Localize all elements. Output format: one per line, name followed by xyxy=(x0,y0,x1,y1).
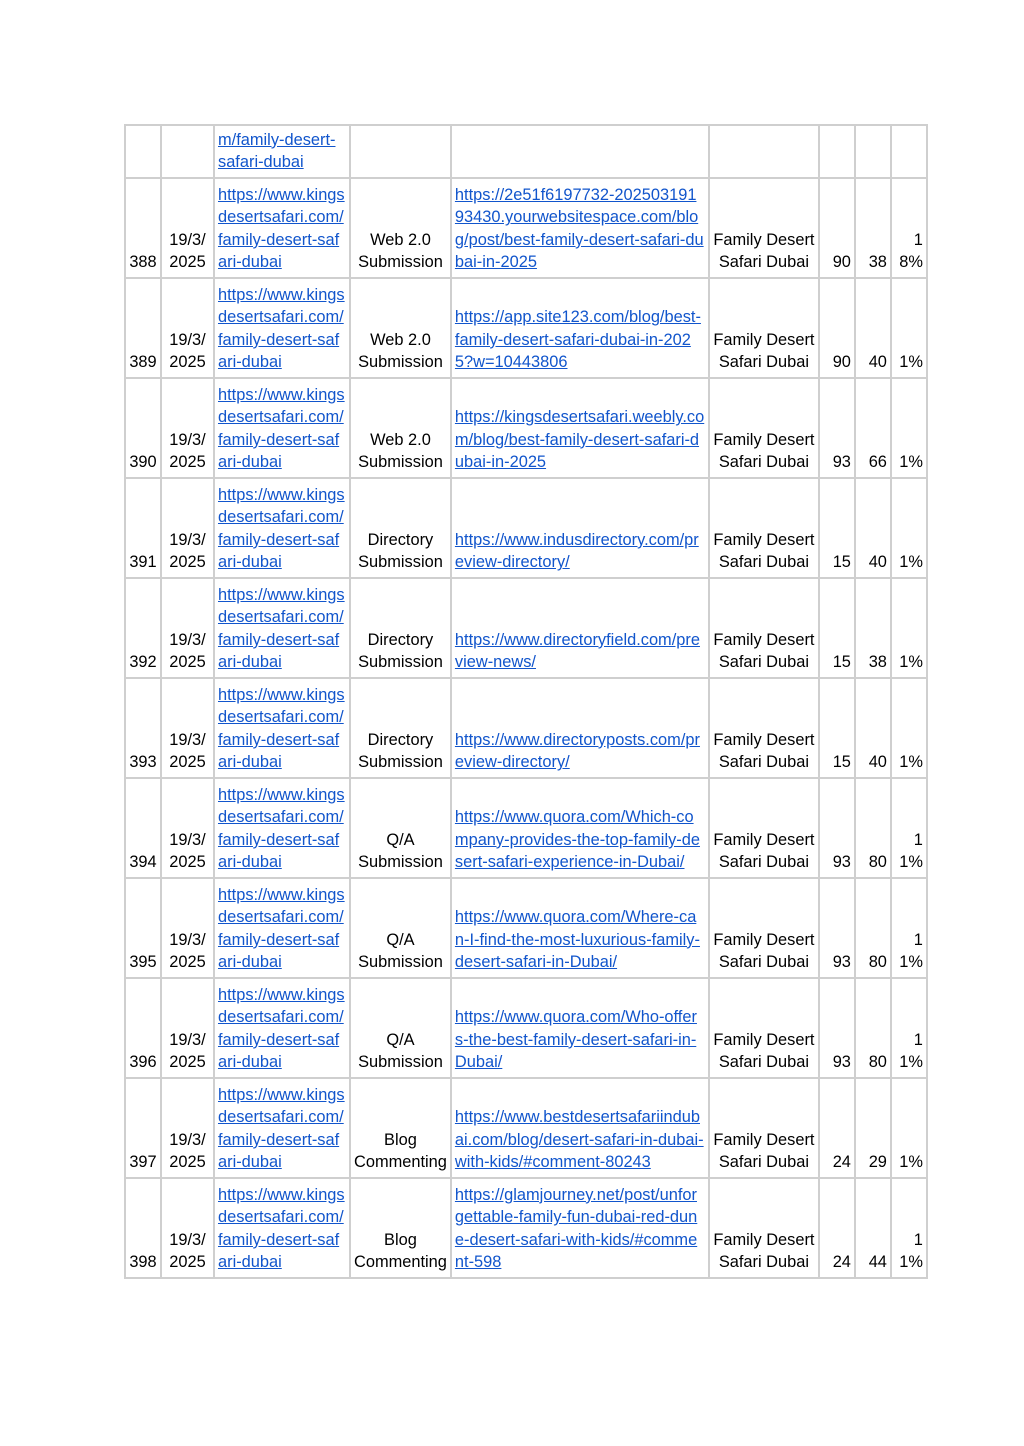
cell-ss xyxy=(891,578,927,678)
row-number: 396 xyxy=(129,1053,157,1072)
cell-date xyxy=(161,878,214,978)
cell-ss xyxy=(891,478,927,578)
cell-num xyxy=(125,878,161,978)
table-row-continuation xyxy=(125,125,927,178)
cell-target-url xyxy=(214,478,350,578)
cell-date xyxy=(161,778,214,878)
cell-type xyxy=(350,125,451,178)
cell-da xyxy=(819,578,855,678)
page-authority: 44 xyxy=(868,1253,887,1272)
spam-score: 11% xyxy=(899,1030,923,1072)
page-authority: 80 xyxy=(868,1053,887,1072)
target-url-link[interactable]: https://www.kingsdesertsafari.com/family-desert-safari-dubai xyxy=(218,1185,345,1272)
row-date: 19/3/2025 xyxy=(169,430,206,472)
row-number: 389 xyxy=(129,353,157,372)
submission-url-link[interactable]: https://kingsdesertsafari.weebly.com/blog/best-family-desert-safari-dubai-in-2025 xyxy=(454,408,705,472)
cell-da xyxy=(819,778,855,878)
domain-authority: 24 xyxy=(832,1253,851,1272)
cell-submission-url xyxy=(451,978,709,1078)
cell-submission-url xyxy=(451,678,709,778)
spam-score: 1% xyxy=(899,1153,923,1172)
spam-score: 1% xyxy=(899,453,923,472)
cell-type xyxy=(350,378,451,478)
cell-submission-url xyxy=(451,125,709,178)
cell-num xyxy=(125,478,161,578)
submission-url-link[interactable]: https://www.bestdesertsafariindubai.com/blog/desert-safari-in-dubai-with-kids/#comment-80243 xyxy=(454,1108,704,1172)
cell-da xyxy=(819,678,855,778)
submission-type: Q/A Submission xyxy=(358,1030,443,1072)
keyword: Family Desert Safari Dubai xyxy=(713,830,815,872)
cell-submission-url xyxy=(451,278,709,378)
table-row xyxy=(125,578,927,678)
cell-date xyxy=(161,478,214,578)
submission-type: Blog Commenting xyxy=(354,1230,447,1272)
cell-ss xyxy=(891,1178,927,1278)
cell-pa xyxy=(855,678,891,778)
submission-url-link[interactable]: https://www.indusdirectory.com/preview-directory/ xyxy=(454,530,699,572)
submission-type: Q/A Submission xyxy=(358,830,443,872)
cell-target-url xyxy=(214,678,350,778)
cell-da xyxy=(819,125,855,178)
page-authority: 80 xyxy=(868,853,887,872)
cell-pa xyxy=(855,1078,891,1178)
cell-ss xyxy=(891,178,927,278)
cell-pa xyxy=(855,578,891,678)
page-authority: 38 xyxy=(868,653,887,672)
spam-score: 18% xyxy=(899,230,923,272)
cell-submission-url xyxy=(451,1178,709,1278)
keyword: Family Desert Safari Dubai xyxy=(713,1230,815,1272)
cell-type xyxy=(350,278,451,378)
target-url-link[interactable]: https://www.kingsdesertsafari.com/family-desert-safari-dubai xyxy=(218,285,345,372)
cell-type xyxy=(350,1178,451,1278)
submission-url-link[interactable]: https://www.directoryposts.com/preview-directory/ xyxy=(454,730,700,772)
submission-type: Web 2.0 Submission xyxy=(358,330,443,372)
row-date: 19/3/2025 xyxy=(169,330,206,372)
target-url-link[interactable]: https://www.kingsdesertsafari.com/family-desert-safari-dubai xyxy=(218,485,345,572)
row-date: 19/3/2025 xyxy=(169,230,206,272)
cell-keyword xyxy=(709,678,819,778)
cell-num xyxy=(125,1178,161,1278)
submission-type: Web 2.0 Submission xyxy=(358,230,443,272)
keyword: Family Desert Safari Dubai xyxy=(713,1130,815,1172)
table-row xyxy=(125,178,927,278)
cell-type xyxy=(350,878,451,978)
cell-type xyxy=(350,178,451,278)
domain-authority: 15 xyxy=(832,553,851,572)
table-row xyxy=(125,678,927,778)
submission-type: Directory Submission xyxy=(358,630,443,672)
cell-keyword xyxy=(709,1078,819,1178)
submission-url-link[interactable]: https://app.site123.com/blog/best-family-desert-safari-dubai-in-2025?w=10443806 xyxy=(454,308,701,372)
cell-target-url xyxy=(214,778,350,878)
submission-type: Blog Commenting xyxy=(354,1130,447,1172)
keyword: Family Desert Safari Dubai xyxy=(713,1030,815,1072)
cell-date xyxy=(161,378,214,478)
page-authority: 80 xyxy=(868,953,887,972)
table-row xyxy=(125,378,927,478)
table-row xyxy=(125,978,927,1078)
row-number: 392 xyxy=(129,653,157,672)
submission-type: Directory Submission xyxy=(358,730,443,772)
table-row xyxy=(125,778,927,878)
cell-keyword xyxy=(709,178,819,278)
row-number: 391 xyxy=(129,553,157,572)
page-authority: 38 xyxy=(868,253,887,272)
table-row xyxy=(125,1078,927,1178)
cell-ss xyxy=(891,978,927,1078)
cell-submission-url xyxy=(451,178,709,278)
row-date: 19/3/2025 xyxy=(169,1230,206,1272)
cell-num xyxy=(125,578,161,678)
submission-url-link[interactable]: https://www.directoryfield.com/preview-news/ xyxy=(454,630,700,672)
cell-submission-url xyxy=(451,578,709,678)
cell-submission-url xyxy=(451,478,709,578)
cell-type xyxy=(350,778,451,878)
cell-target-url xyxy=(214,1178,350,1278)
cell-num xyxy=(125,178,161,278)
cell-da xyxy=(819,378,855,478)
cell-num xyxy=(125,778,161,878)
keyword: Family Desert Safari Dubai xyxy=(713,330,815,372)
row-number: 394 xyxy=(129,853,157,872)
cell-num xyxy=(125,1078,161,1178)
submission-table xyxy=(124,124,928,1279)
table-row xyxy=(125,278,927,378)
cell-date xyxy=(161,1178,214,1278)
spam-score: 1% xyxy=(899,653,923,672)
cell-ss xyxy=(891,778,927,878)
row-number: 397 xyxy=(129,1153,157,1172)
page-authority: 40 xyxy=(868,353,887,372)
cell-keyword xyxy=(709,1178,819,1278)
spam-score: 1% xyxy=(899,353,923,372)
submission-url-link[interactable]: https://glamjourney.net/post/unforgettable-family-fun-dubai-red-dune-desert-safari-with-kids/#comment-598 xyxy=(454,1185,698,1272)
submission-url-link[interactable]: https://2e51f6197732-20250319193430.yourwebsitespace.com/blog/post/best-family-desert-safari-dubai-in-2025 xyxy=(454,185,704,272)
cell-date xyxy=(161,678,214,778)
cell-target-url xyxy=(214,578,350,678)
cell-submission-url xyxy=(451,378,709,478)
page-authority: 40 xyxy=(868,553,887,572)
cell-keyword xyxy=(709,578,819,678)
target-url-link[interactable]: https://www.kingsdesertsafari.com/family-desert-safari-dubai xyxy=(218,985,345,1072)
cell-pa xyxy=(855,878,891,978)
row-date: 19/3/2025 xyxy=(169,1130,206,1172)
cell-keyword xyxy=(709,478,819,578)
cell-pa xyxy=(855,378,891,478)
page-authority: 66 xyxy=(868,453,887,472)
cell-da xyxy=(819,878,855,978)
cell-date xyxy=(161,1078,214,1178)
row-date: 19/3/2025 xyxy=(169,530,206,572)
cell-pa xyxy=(855,1178,891,1278)
spam-score: 1% xyxy=(899,553,923,572)
cell-target-url xyxy=(214,1078,350,1178)
spam-score: 11% xyxy=(899,1230,923,1272)
cell-da xyxy=(819,1178,855,1278)
target-url-link[interactable]: https://www.kingsdesertsafari.com/family-desert-safari-dubai xyxy=(218,1085,345,1172)
domain-authority: 90 xyxy=(832,353,851,372)
domain-authority: 93 xyxy=(832,1053,851,1072)
cell-date xyxy=(161,978,214,1078)
table-body xyxy=(125,125,927,1278)
domain-authority: 90 xyxy=(832,253,851,272)
cell-keyword xyxy=(709,378,819,478)
row-date: 19/3/2025 xyxy=(169,830,206,872)
submission-url-link[interactable]: https://www.quora.com/Who-offers-the-best-family-desert-safari-in-Dubai/ xyxy=(454,1008,697,1072)
cell-pa xyxy=(855,278,891,378)
cell-type xyxy=(350,678,451,778)
row-date: 19/3/2025 xyxy=(169,730,206,772)
domain-authority: 93 xyxy=(832,853,851,872)
cell-ss xyxy=(891,1078,927,1178)
cell-num xyxy=(125,978,161,1078)
domain-authority: 24 xyxy=(832,1153,851,1172)
cell-submission-url xyxy=(451,1078,709,1178)
target-url-link[interactable]: https://www.kingsdesertsafari.com/family-desert-safari-dubai xyxy=(218,385,345,472)
cell-num xyxy=(125,678,161,778)
cell-keyword xyxy=(709,125,819,178)
cell-target-url xyxy=(214,878,350,978)
target-url-link[interactable]: https://www.kingsdesertsafari.com/family-desert-safari-dubai xyxy=(218,785,345,872)
cell-pa xyxy=(855,178,891,278)
cell-date xyxy=(161,125,214,178)
keyword: Family Desert Safari Dubai xyxy=(713,530,815,572)
cell-target-url xyxy=(214,978,350,1078)
cell-type xyxy=(350,478,451,578)
keyword: Family Desert Safari Dubai xyxy=(713,230,815,272)
cell-da xyxy=(819,178,855,278)
keyword: Family Desert Safari Dubai xyxy=(713,430,815,472)
cell-da xyxy=(819,978,855,1078)
cell-type xyxy=(350,978,451,1078)
cell-pa xyxy=(855,478,891,578)
cell-num xyxy=(125,125,161,178)
spam-score: 11% xyxy=(899,830,923,872)
submission-type: Web 2.0 Submission xyxy=(358,430,443,472)
row-date: 19/3/2025 xyxy=(169,630,206,672)
target-url-link[interactable]: https://www.kingsdesertsafari.com/family-desert-safari-dubai xyxy=(218,685,345,772)
cell-keyword xyxy=(709,278,819,378)
cell-ss xyxy=(891,125,927,178)
domain-authority: 93 xyxy=(832,953,851,972)
submission-type: Q/A Submission xyxy=(358,930,443,972)
cell-date xyxy=(161,578,214,678)
cell-ss xyxy=(891,678,927,778)
domain-authority: 15 xyxy=(832,653,851,672)
cell-keyword xyxy=(709,878,819,978)
keyword: Family Desert Safari Dubai xyxy=(713,630,815,672)
row-number: 390 xyxy=(129,453,157,472)
target-url-link[interactable]: https://www.kingsdesertsafari.com/family-desert-safari-dubai xyxy=(218,185,345,272)
submission-url-link[interactable]: https://www.quora.com/Which-company-provides-the-top-family-desert-safari-experience-in-Dubai/ xyxy=(454,808,700,872)
cell-target-url xyxy=(214,125,350,178)
page-authority: 40 xyxy=(868,753,887,772)
row-number: 395 xyxy=(129,953,157,972)
row-number: 398 xyxy=(129,1253,157,1272)
cell-ss xyxy=(891,278,927,378)
cell-pa xyxy=(855,778,891,878)
keyword: Family Desert Safari Dubai xyxy=(713,730,815,772)
table-row xyxy=(125,878,927,978)
row-number: 393 xyxy=(129,753,157,772)
table-row xyxy=(125,478,927,578)
domain-authority: 15 xyxy=(832,753,851,772)
cell-target-url xyxy=(214,278,350,378)
row-date: 19/3/2025 xyxy=(169,1030,206,1072)
row-date: 19/3/2025 xyxy=(169,930,206,972)
cell-type xyxy=(350,1078,451,1178)
cell-da xyxy=(819,278,855,378)
cell-target-url xyxy=(214,378,350,478)
cell-submission-url xyxy=(451,878,709,978)
cell-da xyxy=(819,478,855,578)
cell-keyword xyxy=(709,778,819,878)
domain-authority: 93 xyxy=(832,453,851,472)
submission-url-link[interactable]: https://www.quora.com/Where-can-I-find-the-most-luxurious-family-desert-safari-in-Dubai/ xyxy=(454,908,700,972)
cell-date xyxy=(161,278,214,378)
submission-type: Directory Submission xyxy=(358,530,443,572)
row-number: 388 xyxy=(129,253,157,272)
cell-type xyxy=(350,578,451,678)
cell-ss xyxy=(891,378,927,478)
cell-da xyxy=(819,1078,855,1178)
target-url-link[interactable]: m/family-desert- safari-dubai xyxy=(218,130,336,172)
cell-target-url xyxy=(214,178,350,278)
cell-date xyxy=(161,178,214,278)
target-url-link[interactable]: https://www.kingsdesertsafari.com/family-desert-safari-dubai xyxy=(218,585,345,672)
spam-score: 1% xyxy=(899,753,923,772)
cell-pa xyxy=(855,978,891,1078)
spam-score: 11% xyxy=(899,930,923,972)
page-authority: 29 xyxy=(868,1153,887,1172)
cell-ss xyxy=(891,878,927,978)
cell-submission-url xyxy=(451,778,709,878)
keyword: Family Desert Safari Dubai xyxy=(713,930,815,972)
cell-keyword xyxy=(709,978,819,1078)
cell-pa xyxy=(855,125,891,178)
cell-num xyxy=(125,378,161,478)
cell-num xyxy=(125,278,161,378)
table-row xyxy=(125,1178,927,1278)
target-url-link[interactable]: https://www.kingsdesertsafari.com/family-desert-safari-dubai xyxy=(218,885,345,972)
